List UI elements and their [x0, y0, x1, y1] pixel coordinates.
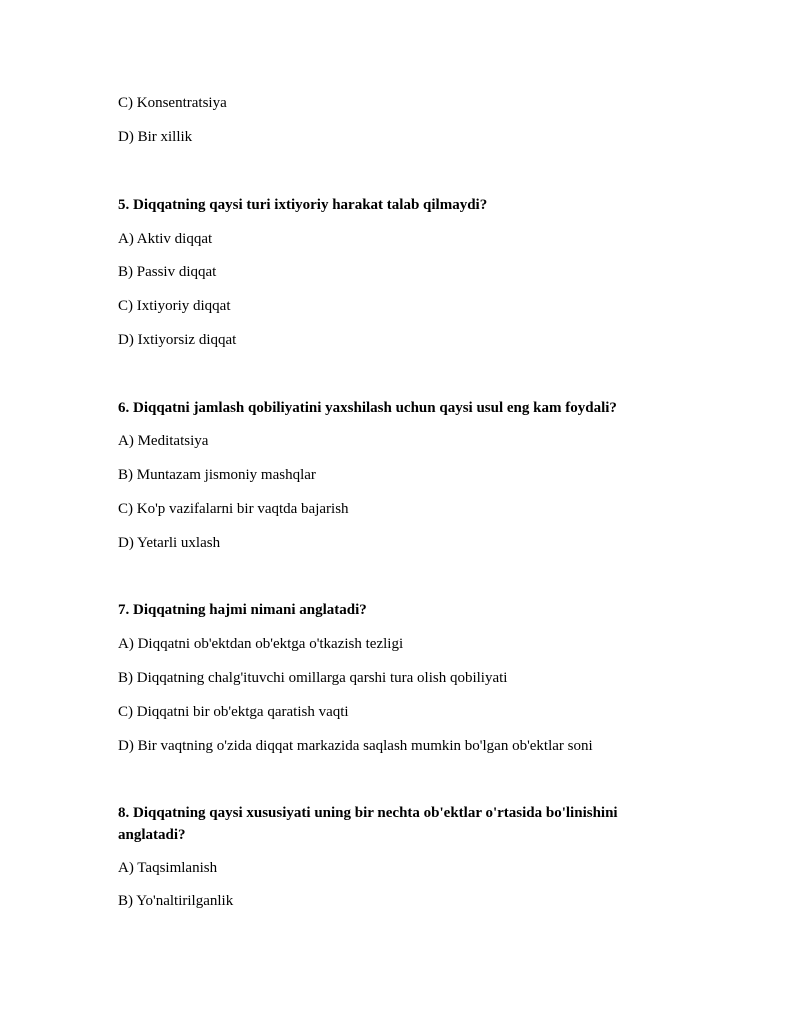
question-8-option-a: A) Taqsimlanish — [118, 860, 218, 876]
question-7: 7. Diqqatning hajmi nimani anglatadi? — [118, 602, 367, 618]
question-5-option-a: A) Aktiv diqqat — [118, 231, 213, 247]
question-7-option-d: D) Bir vaqtning o'zida diqqat markazida saqlash mumkin bo'lgan ob'ektlar soni — [118, 738, 593, 754]
question-6-option-d: D) Yetarli uxlash — [118, 535, 221, 551]
question-8: 8. Diqqatning qaysi xususiyati uning bir nechta ob'ektlar o'rtasida bo'linishini anglatadi? — [118, 805, 618, 843]
option-d-bir-xillik: D) Bir xillik — [118, 129, 193, 145]
question-5-option-c: C) Ixtiyoriy diqqat — [118, 298, 231, 314]
question-6: 6. Diqqatni jamlash qobiliyatini yaxshilash uchun qaysi usul eng kam foydali? — [118, 400, 617, 416]
question-5: 5. Diqqatning qaysi turi ixtiyoriy harakat talab qilmaydi? — [118, 197, 488, 213]
question-5-option-d: D) Ixtiyorsiz diqqat — [118, 332, 237, 348]
question-7-option-c: C) Diqqatni bir ob'ektga qaratish vaqti — [118, 704, 349, 720]
question-7-option-a: A) Diqqatni ob'ektdan ob'ektga o'tkazish tezligi — [118, 636, 404, 652]
option-c-konsentratsiya: C) Konsentratsiya — [118, 95, 227, 111]
question-6-option-c: C) Ko'p vazifalarni bir vaqtda bajarish — [118, 501, 349, 517]
question-6-option-b: B) Muntazam jismoniy mashqlar — [118, 467, 316, 483]
question-6-option-a: A) Meditatsiya — [118, 433, 209, 449]
question-8-option-b: B) Yo'naltirilganlik — [118, 893, 234, 909]
question-7-option-b: B) Diqqatning chalg'ituvchi omillarga qarshi tura olish qobiliyati — [118, 670, 508, 686]
question-5-option-b: B) Passiv diqqat — [118, 264, 217, 280]
